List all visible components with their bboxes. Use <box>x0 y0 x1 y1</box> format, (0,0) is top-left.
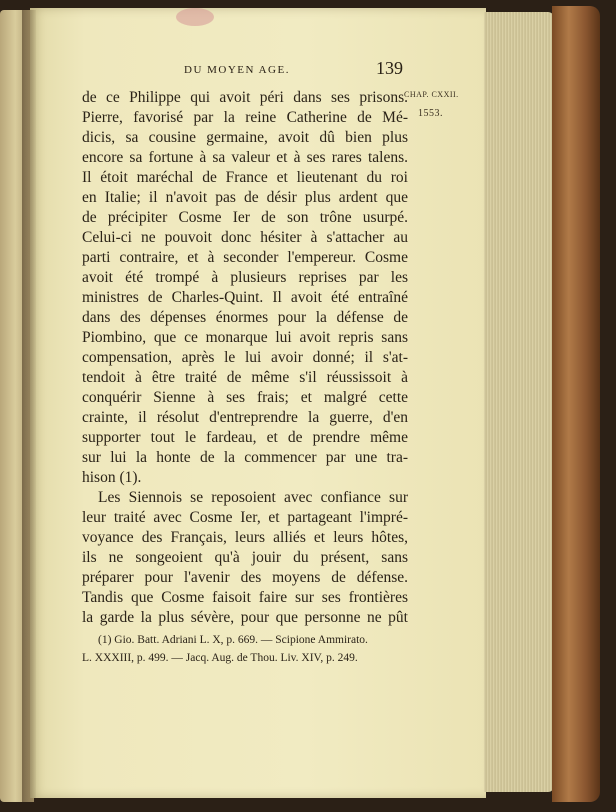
text-line: dans des dépenses énormes pour la défense de <box>82 309 408 326</box>
text-line: compensation, après le lui avoir donné; il s'at- <box>82 349 408 366</box>
footnote-line: (1) Gio. Batt. Adriani L. X, p. 669. — Scipione Ammirato. <box>98 634 368 646</box>
text-line: parti contraire, et à seconder l'empereur. Cosme <box>82 249 408 266</box>
text-line: Tandis que Cosme faisoit faire sur ses frontières <box>82 589 408 606</box>
text-line: supporter tout le fardeau, et de prendre même <box>82 429 408 446</box>
running-head: DU MOYEN AGE. <box>184 64 290 76</box>
text-line: Celui-ci ne pouvoit donc hésiter à s'attacher au <box>82 229 408 246</box>
text-line: leur traité avec Cosme Ier, et partageant l'impré- <box>82 509 408 526</box>
text-line: Il étoit maréchal de France et lieutenant du roi <box>82 169 408 186</box>
footnote-line: L. XXXIII, p. 499. — Jacq. Aug. de Thou. Liv. XIV, p. 249. <box>82 652 358 664</box>
text-line: ministres de Charles-Quint. Il avoit été entraîné <box>82 289 408 306</box>
text-line: voyance des Français, leurs alliés et leurs hôtes, <box>82 529 408 546</box>
text-line: tendoit à être traité de même s'il réussissoit à <box>82 369 408 386</box>
page-number: 139 <box>376 58 403 78</box>
text-line: la garde la plus sévère, pour que personne ne pût <box>82 609 408 626</box>
text-line: Piombino, que ce monarque lui avoit repris sans <box>82 329 408 346</box>
text-line: conquérir Sienne à ses frais; et malgré cette <box>82 389 408 406</box>
text-line: de ce Philippe qui avoit péri dans ses prisons. <box>82 89 408 106</box>
text-line: Les Siennois se reposoient avec confiance sur <box>98 489 408 506</box>
text-line: sur lui la honte de la commencer par une tra- <box>82 449 408 466</box>
margin-year: 1553. <box>418 108 443 119</box>
text-line: crainte, il résolut d'entreprendre la guerre, d'en <box>82 409 408 426</box>
text-line: hison (1). <box>82 469 142 486</box>
margin-chapter: CHAP. CXXII. <box>404 90 459 99</box>
text-line: ils ne songeoient qu'à jouir du présent, sans <box>82 549 408 566</box>
text-line: de précipiter Cosme Ier de son trône usurpé. <box>82 209 408 226</box>
text-line: Pierre, favorisé par la reine Catherine de Mé- <box>82 109 408 126</box>
text-line: préparer pour l'avenir des moyens de défense. <box>82 569 408 586</box>
text-line: en Italie; il n'avoit pas de désir plus ardent que <box>82 189 408 206</box>
text-line: dicis, sa cousine germaine, avoit dû bien plus <box>82 129 408 146</box>
text-line: avoit été trompé à plusieurs reprises par les <box>82 269 408 286</box>
text-line: encore sa fortune à sa valeur et à ses rares talens. <box>82 149 408 166</box>
